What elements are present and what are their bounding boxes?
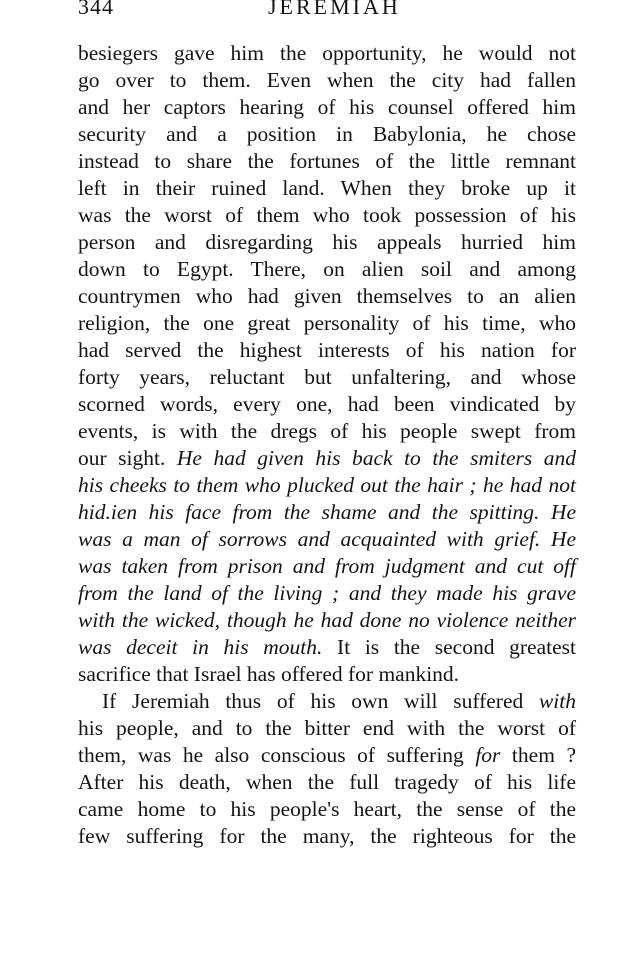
italic-text: was taken from prison and from judgment and cut off bbox=[78, 554, 576, 578]
text-line bbox=[78, 364, 576, 391]
text-segment: security and a position in Babylonia, he chose bbox=[78, 122, 576, 146]
text-segment: besiegers gave him the opportunity, he would not bbox=[78, 41, 576, 65]
text-segment: events, is with the dregs of his people swept from bbox=[78, 419, 576, 443]
text-segment: instead to share the fortunes of the little remnant bbox=[78, 149, 576, 173]
text-segment: person and disregarding his appeals hurried him bbox=[78, 230, 576, 254]
text-segment: them ? bbox=[500, 743, 576, 767]
text-line bbox=[78, 688, 576, 715]
text-line bbox=[78, 40, 576, 67]
text-line bbox=[78, 823, 576, 850]
text-segment: had served the highest interests of his nation for bbox=[78, 338, 576, 362]
text-segment: down to Egypt. There, on alien soil and among bbox=[78, 257, 576, 281]
text-segment: his people, and to the bitter end with the worst of bbox=[78, 716, 576, 740]
text-line bbox=[78, 121, 576, 148]
running-head: JEREMIAH bbox=[268, 0, 401, 19]
text-line bbox=[78, 634, 576, 661]
text-segment: them, was he also conscious of suffering bbox=[78, 743, 476, 767]
italic-text: with the wicked, though he had done no violence neither bbox=[78, 608, 576, 632]
text-line bbox=[78, 472, 576, 499]
text-line bbox=[78, 175, 576, 202]
text-segment: countrymen who had given themselves to an alien bbox=[78, 284, 576, 308]
text-line bbox=[78, 418, 576, 445]
text-line bbox=[78, 94, 576, 121]
text-segment: After his death, when the full tragedy of his life bbox=[78, 770, 576, 794]
text-line bbox=[78, 715, 576, 742]
text-line bbox=[78, 148, 576, 175]
text-line bbox=[78, 661, 576, 688]
italic-text: was a man of sorrows and acquainted with grief. He bbox=[78, 527, 576, 551]
text-line bbox=[78, 445, 576, 472]
text-line bbox=[78, 202, 576, 229]
text-segment: left in their ruined land. When they broke up it bbox=[78, 176, 576, 200]
text-line bbox=[78, 310, 576, 337]
text-line bbox=[78, 526, 576, 553]
text-segment: forty years, reluctant but unfaltering, and whose bbox=[78, 365, 576, 389]
text-line bbox=[78, 607, 576, 634]
body-text bbox=[78, 40, 576, 850]
text-segment: It is the second greatest bbox=[322, 635, 576, 659]
text-segment: If Jeremiah thus of his own will suffered bbox=[102, 689, 539, 713]
text-segment: religion, the one great personality of his time, who bbox=[78, 311, 576, 335]
italic-text: for bbox=[475, 743, 501, 767]
text-line bbox=[78, 796, 576, 823]
text-segment: came home to his people's heart, the sense of the bbox=[78, 797, 576, 821]
italic-text: from the land of the living ; and they made his grave bbox=[78, 581, 576, 605]
text-line bbox=[78, 337, 576, 364]
page-number: 344 bbox=[78, 0, 114, 19]
text-line bbox=[78, 742, 576, 769]
text-line bbox=[78, 553, 576, 580]
text-line bbox=[78, 283, 576, 310]
text-line bbox=[78, 67, 576, 94]
text-line bbox=[78, 391, 576, 418]
page-header bbox=[78, 0, 578, 22]
italic-text: He had given his back to the smiters and bbox=[176, 446, 576, 470]
italic-text: his cheeks to them who plucked out the hair ; he had not bbox=[78, 473, 576, 497]
italic-text: was deceit in his mouth. bbox=[78, 635, 323, 659]
italic-text: hid.ien his face from the shame and the spitting. He bbox=[78, 500, 576, 524]
italic-text: with bbox=[538, 689, 576, 713]
text-line bbox=[78, 580, 576, 607]
text-segment: our sight. bbox=[78, 446, 177, 470]
text-line bbox=[78, 229, 576, 256]
text-segment: and her captors hearing of his counsel offered him bbox=[78, 95, 576, 119]
text-segment: sacrifice that Israel has offered for mankind. bbox=[78, 662, 460, 686]
text-line bbox=[78, 769, 576, 796]
text-line bbox=[78, 499, 576, 526]
text-line bbox=[78, 256, 576, 283]
text-segment: few suffering for the many, the righteous for the bbox=[78, 824, 576, 848]
text-segment: was the worst of them who took possession of his bbox=[78, 203, 576, 227]
text-segment: scorned words, every one, had been vindicated by bbox=[78, 392, 576, 416]
text-segment: go over to them. Even when the city had fallen bbox=[78, 68, 576, 92]
